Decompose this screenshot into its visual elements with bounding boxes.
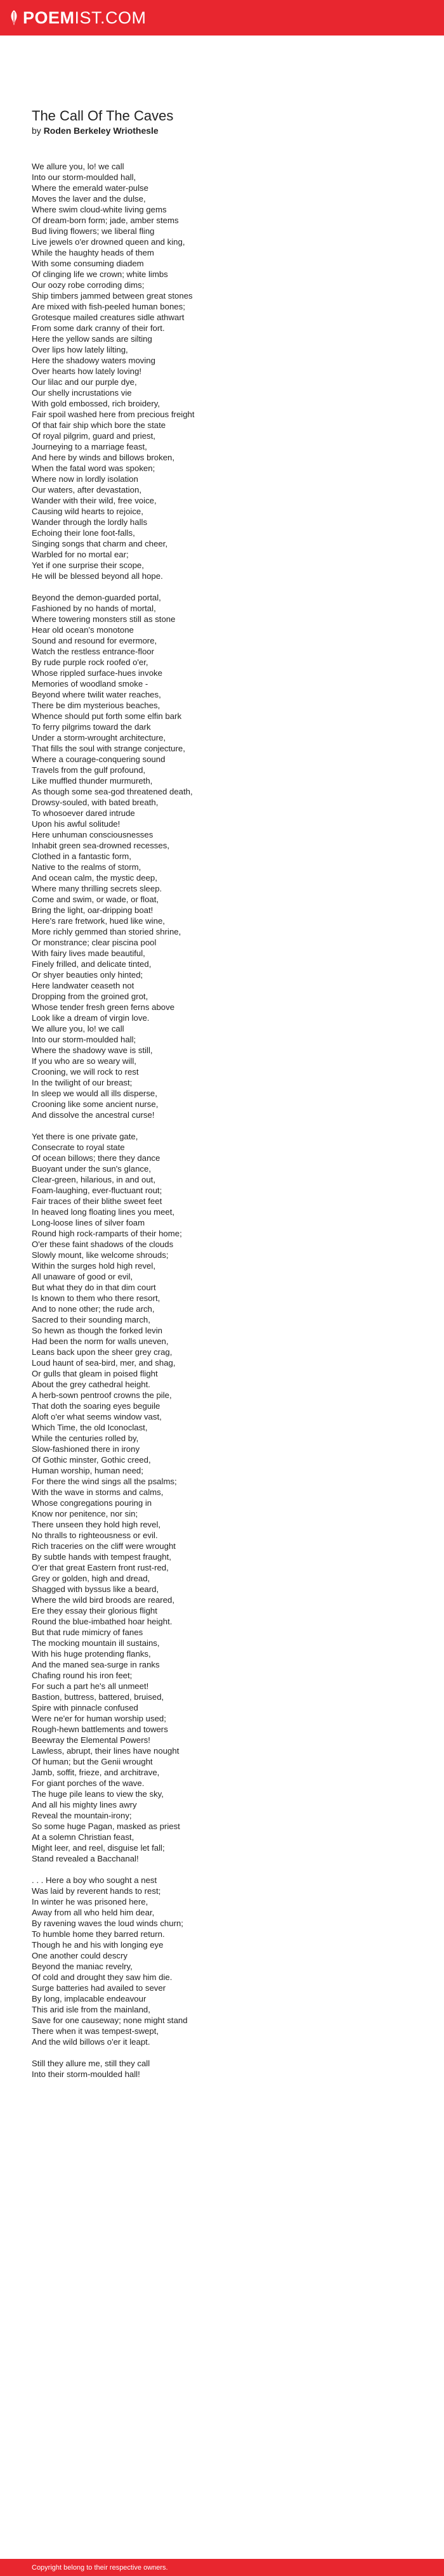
poem-line: So hewn as though the forked levin: [32, 1326, 163, 1335]
poem-line: By rude purple rock roofed o'er,: [32, 657, 148, 667]
poem-line: Ship timbers jammed between great stones: [32, 291, 193, 301]
poem-line: . . . Here a boy who sought a nest: [32, 1875, 157, 1885]
poem-line: This arid isle from the mainland,: [32, 2005, 150, 2014]
stanza: [32, 592, 412, 1120]
poem-title: The Call Of The Caves: [32, 108, 174, 124]
poem-line: When the fatal word was spoken;: [32, 463, 155, 473]
poem-line: Travels from the gulf profound,: [32, 765, 146, 775]
poem-line: Fashioned by no hands of mortal,: [32, 604, 156, 613]
poem-line: Whose rippled surface-hues invoke: [32, 668, 162, 678]
poem-line: Jamb, soffit, frieze, and architrave,: [32, 1768, 160, 1777]
poem-line: More richly gemmed than storied shrine,: [32, 927, 181, 936]
stanza: [32, 2058, 412, 2080]
poem-line: Which Time, the old Iconoclast,: [32, 1423, 148, 1432]
poem-line: Where now in lordly isolation: [32, 474, 138, 484]
poem-line: Rich traceries on the cliff were wrought: [32, 1541, 176, 1551]
poem-line: Whence should put forth some elfin bark: [32, 711, 182, 721]
poem-line: And all his mighty lines awry: [32, 1800, 137, 1809]
poem-line: Where many thrilling secrets sleep.: [32, 884, 162, 893]
poem-line: Here the yellow sands are silting: [32, 334, 152, 344]
poem-line: Or monstrance; clear piscina pool: [32, 938, 157, 947]
poem-line: Here landwater ceaseth not: [32, 981, 134, 990]
poem-line: Know nor penitence, nor sin;: [32, 1509, 138, 1518]
poem-body: [32, 161, 412, 2080]
site-footer: [0, 2559, 444, 2576]
poem-line: Of clinging life we crown; white limbs: [32, 269, 168, 279]
poem-line: For there the wind sings all the psalms;: [32, 1477, 177, 1486]
poem-line: To humble home they barred return.: [32, 1929, 165, 1939]
poem-line: The mocking mountain ill sustains,: [32, 1638, 160, 1648]
poem-line: Drowsy-souled, with bated breath,: [32, 798, 159, 807]
poem-line: Or gulls that gleam in poised flight: [32, 1369, 158, 1378]
poem-line: Beyond the maniac revelry,: [32, 1962, 133, 1971]
poem-line: A herb-sown pentroof crowns the pile,: [32, 1390, 172, 1400]
poem-line: Where the wild bird broods are reared,: [32, 1595, 175, 1605]
poem-line: Where the shadowy wave is still,: [32, 1045, 153, 1055]
poem-line: Clear-green, hilarious, in and out,: [32, 1175, 155, 1184]
poem-line: With fairy lives made beautiful,: [32, 948, 145, 958]
poem-line: Or shyer beauties only hinted;: [32, 970, 143, 980]
poem-line: Might leer, and reel, disguise let fall;: [32, 1843, 165, 1853]
author-link[interactable]: Roden Berkeley Wriothesle: [43, 126, 159, 136]
stanza: [32, 1131, 412, 1864]
poem-line: Human worship, human need;: [32, 1466, 143, 1475]
poem-line: Lawless, abrupt, their lines have nought: [32, 1746, 180, 1756]
poem-line: And here by winds and billows broken,: [32, 453, 175, 462]
poem-line: But what they do in that dim court: [32, 1283, 156, 1292]
poem-line: Save for one causeway; none might stand: [32, 2016, 188, 2025]
poem-line: All unaware of good or evil,: [32, 1272, 133, 1281]
poem-line: Yet if one surprise their scope,: [32, 560, 144, 570]
poem-line: In heaved long floating lines you meet,: [32, 1207, 175, 1217]
poem-line: While the centuries rolled by,: [32, 1434, 139, 1443]
poem-line: Still they allure me, still they call: [32, 2059, 150, 2068]
poem-line: By long, implacable endeavour: [32, 1994, 147, 2003]
poem-line: While the haughty heads of them: [32, 248, 154, 257]
poem-line: And to none other; the rude arch,: [32, 1304, 155, 1314]
poem-line: In sleep we would all ills disperse,: [32, 1089, 157, 1098]
poem-line: Whose tender fresh green ferns above: [32, 1002, 175, 1012]
poem-line: Beewray the Elemental Powers!: [32, 1735, 150, 1745]
poem-line: Crooning like some ancient nurse,: [32, 1099, 159, 1109]
poem-line: There unseen they hold high revel,: [32, 1520, 161, 1529]
poem-line: Sacred to their sounding march,: [32, 1315, 150, 1324]
poem-line: He will be blessed beyond all hope.: [32, 571, 163, 581]
poem-line: Over lips how lately lilting,: [32, 345, 128, 354]
poem-line: Bring the light, oar-dripping boat!: [32, 905, 153, 915]
poem-line: With the wave in storms and calms,: [32, 1487, 164, 1497]
poem-line: Aloft o'er what seems window vast,: [32, 1412, 162, 1421]
poem-line: Were ne'er for human worship used;: [32, 1714, 166, 1723]
poem-line: Fair traces of their blithe sweet feet: [32, 1196, 162, 1206]
by-label: by: [32, 126, 41, 136]
poem-line: One another could descry: [32, 1951, 128, 1960]
poem-line: And ocean calm, the mystic deep,: [32, 873, 157, 883]
poem-line: That fills the soul with strange conjecture,: [32, 744, 185, 753]
poem-line: As though some sea-god threatened death,: [32, 787, 193, 796]
poem-line: Where towering monsters still as stone: [32, 614, 176, 624]
poem-line: Had been the norm for walls uneven,: [32, 1337, 169, 1346]
poem-line: Though he and his with longing eye: [32, 1940, 164, 1950]
site-logo[interactable]: [9, 8, 147, 28]
poem-line: O'er these faint shadows of the clouds: [32, 1239, 174, 1249]
poem-line: Live jewels o'er drowned queen and king,: [32, 237, 185, 247]
poem-line: In the twilight of our breast;: [32, 1078, 133, 1087]
poem-line: Chafing round his iron feet;: [32, 1671, 133, 1680]
poem-line: Where swim cloud-white living gems: [32, 205, 167, 214]
poem-line: Here unhuman consciousnesses: [32, 830, 153, 839]
poem-line: Is known to them who there resort,: [32, 1293, 160, 1303]
poem-line: There when it was tempest-swept,: [32, 2026, 159, 2036]
poem-line: With his huge protending flanks,: [32, 1649, 151, 1659]
poem-line: The huge pile leans to view the sky,: [32, 1789, 164, 1799]
poem-line: Causing wild hearts to rejoice,: [32, 507, 143, 516]
poem-line: Our waters, after devastation,: [32, 485, 141, 495]
poem-line: Echoing their lone foot-falls,: [32, 528, 135, 538]
poem-line: With gold embossed, rich broidery,: [32, 399, 160, 408]
poem-line: By subtle hands with tempest fraught,: [32, 1552, 171, 1562]
poem-line: Of ocean billows; there they dance: [32, 1153, 160, 1163]
poem-line: O'er that great Eastern front rust-red,: [32, 1563, 169, 1572]
stanza: [32, 161, 412, 581]
poem-line: Foam-laughing, ever-fluctuant rout;: [32, 1186, 162, 1195]
poem-line: Shagged with byssus like a beard,: [32, 1584, 159, 1594]
poem-line: Grotesque mailed creatures sidle athwart: [32, 313, 185, 322]
poem-line: Yet there is one private gate,: [32, 1132, 138, 1141]
poem-line: Finely frilled, and delicate tinted,: [32, 959, 152, 969]
poem-line: Look like a dream of virgin love.: [32, 1013, 150, 1023]
poem-line: Reveal the mountain-irony;: [32, 1811, 132, 1820]
poem-line: Within the surges hold high revel,: [32, 1261, 155, 1271]
poem-line: No thralls to righteousness or evil.: [32, 1531, 158, 1540]
poem-line: From some dark cranny of their fort.: [32, 323, 165, 333]
poem-line: Slow-fashioned there in irony: [32, 1444, 140, 1454]
poem-line: Bud living flowers; we liberal fling: [32, 226, 155, 236]
poem-line: Into our storm-moulded hall;: [32, 1035, 136, 1044]
poem-line: Like muffled thunder murmureth,: [32, 776, 153, 786]
poem-line: Was laid by reverent hands to rest;: [32, 1886, 161, 1896]
poem-line: Buoyant under the sun's glance,: [32, 1164, 152, 1174]
poem-line: Beyond where twilit water reaches,: [32, 690, 161, 699]
poem-line: Of cold and drought they saw him die.: [32, 1972, 173, 1982]
poem-line: Where a courage-conquering sound: [32, 754, 166, 764]
poem-line: Are mixed with fish-peeled human bones;: [32, 302, 185, 311]
poem-line: Wander with their wild, free voice,: [32, 496, 157, 505]
poem-line: About the grey cathedral height.: [32, 1380, 150, 1389]
poem-line: Surge batteries had availed to sever: [32, 1983, 166, 1993]
poem-line: That doth the soaring eyes beguile: [32, 1401, 160, 1411]
poem-line: Into their storm-moulded hall!: [32, 2069, 140, 2079]
poem-line: Of royal pilgrim, guard and priest,: [32, 431, 155, 441]
poem-line: For giant porches of the wave.: [32, 1778, 145, 1788]
poem-line: Under a storm-wrought architecture,: [32, 733, 166, 742]
poem-line: Warbled for no mortal ear;: [32, 550, 129, 559]
poem-line: Sound and resound for evermore,: [32, 636, 157, 645]
poem-line: Our oozy robe corroding dims;: [32, 280, 145, 290]
poem-line: So some huge Pagan, masked as priest: [32, 1822, 180, 1831]
poem-line: We allure you, lo! we call: [32, 162, 124, 171]
poem-line: Beyond the demon-guarded portal,: [32, 593, 161, 602]
poem-line: Where the emerald water-pulse: [32, 183, 148, 193]
poem-line: And dissolve the ancestral curse!: [32, 1110, 155, 1120]
poem-line: And the maned sea-surge in ranks: [32, 1660, 160, 1669]
poem-line: With some consuming diadem: [32, 259, 144, 268]
poem-line: Bastion, buttress, battered, bruised,: [32, 1692, 164, 1702]
poem-line: But that rude mimicry of fanes: [32, 1628, 143, 1637]
poem-line: By ravening waves the loud winds churn;: [32, 1919, 183, 1928]
poem-line: Singing songs that charm and cheer,: [32, 539, 168, 548]
poem-container: [0, 36, 444, 2080]
poem-line: Round the blue-imbathed hoar height.: [32, 1617, 173, 1626]
poem-line: Grey or golden, high and dread,: [32, 1574, 150, 1583]
poem-line: Crooning, we will rock to rest: [32, 1067, 139, 1077]
poem-line: Watch the restless entrance-floor: [32, 647, 155, 656]
poem-line: And the wild billows o'er it leapt.: [32, 2037, 150, 2047]
poem-line: Come and swim, or wade, or float,: [32, 895, 159, 904]
poem-line: Into our storm-moulded hall,: [32, 172, 136, 182]
poem-line: Our lilac and our purple dye,: [32, 377, 137, 387]
feather-icon: [9, 10, 19, 26]
poem-line: Ere they essay their glorious flight: [32, 1606, 157, 1615]
poem-line: Dropping from the groined grot,: [32, 992, 148, 1001]
poem-line: Upon his awful solitude!: [32, 819, 121, 829]
poem-line: At a solemn Christian feast,: [32, 1832, 134, 1842]
poem-line: Of Gothic minster, Gothic creed,: [32, 1455, 151, 1465]
poem-line: Stand revealed a Bacchanal!: [32, 1854, 139, 1863]
poem-line: If you who are so weary will,: [32, 1056, 136, 1066]
stanza: [32, 1875, 412, 2047]
poem-line: Long-loose lines of silver foam: [32, 1218, 145, 1227]
poem-line: In winter he was prisoned here,: [32, 1897, 148, 1906]
poem-line: Here the shadowy waters moving: [32, 356, 155, 365]
poem-line: Loud haunt of sea-bird, mer, and shag,: [32, 1358, 176, 1368]
poem-line: Our shelly incrustations vie: [32, 388, 132, 398]
poem-line: Wander through the lordly halls: [32, 517, 148, 527]
poem-line: Away from all who held him dear,: [32, 1908, 155, 1917]
poem-line: Native to the realms of storm,: [32, 862, 141, 872]
poem-line: For such a part he's all unmeet!: [32, 1681, 149, 1691]
poem-line: Spire with pinnacle confused: [32, 1703, 138, 1712]
poem-line: Clothed in a fantastic form,: [32, 851, 131, 861]
poem-line: Fair spoil washed here from precious freight: [32, 410, 195, 419]
logo-text: POEMIST.COM: [23, 8, 147, 27]
poem-line: Of that fair ship which bore the state: [32, 420, 166, 430]
site-header: [0, 0, 444, 36]
poem-line: Of human; but the Genii wrought: [32, 1757, 153, 1766]
poem-line: To ferry pilgrims toward the dark: [32, 722, 151, 732]
poem-line: Consecrate to royal state: [32, 1142, 125, 1152]
poem-line: Hear old ocean's monotone: [32, 625, 134, 635]
poem-line: Over hearts how lately loving!: [32, 366, 141, 376]
poem-line: We allure you, lo! we call: [32, 1024, 124, 1033]
poem-byline: [32, 126, 412, 136]
poem-line: Round high rock-ramparts of their home;: [32, 1229, 182, 1238]
poem-line: There be dim mysterious beaches,: [32, 701, 160, 710]
poem-line: Of dream-born form; jade, amber stems: [32, 216, 179, 225]
poem-line: Whose congregations pouring in: [32, 1498, 152, 1508]
poem-line: Journeying to a marriage feast,: [32, 442, 147, 451]
poem-line: Leans back upon the sheer grey crag,: [32, 1347, 173, 1357]
poem-line: Slowly mount, like welcome shrouds;: [32, 1250, 169, 1260]
copyright-text: Copyright belong to their respective owners.: [32, 2563, 168, 2572]
poem-line: Here's rare fretwork, hued like wine,: [32, 916, 165, 926]
poem-line: Memories of woodland smoke -: [32, 679, 148, 689]
poem-line: To whosoever dared intrude: [32, 808, 135, 818]
poem-line: Moves the laver and the dulse,: [32, 194, 146, 204]
poem-line: Inhabit green sea-drowned recesses,: [32, 841, 169, 850]
poem-line: Rough-hewn battlements and towers: [32, 1725, 168, 1734]
